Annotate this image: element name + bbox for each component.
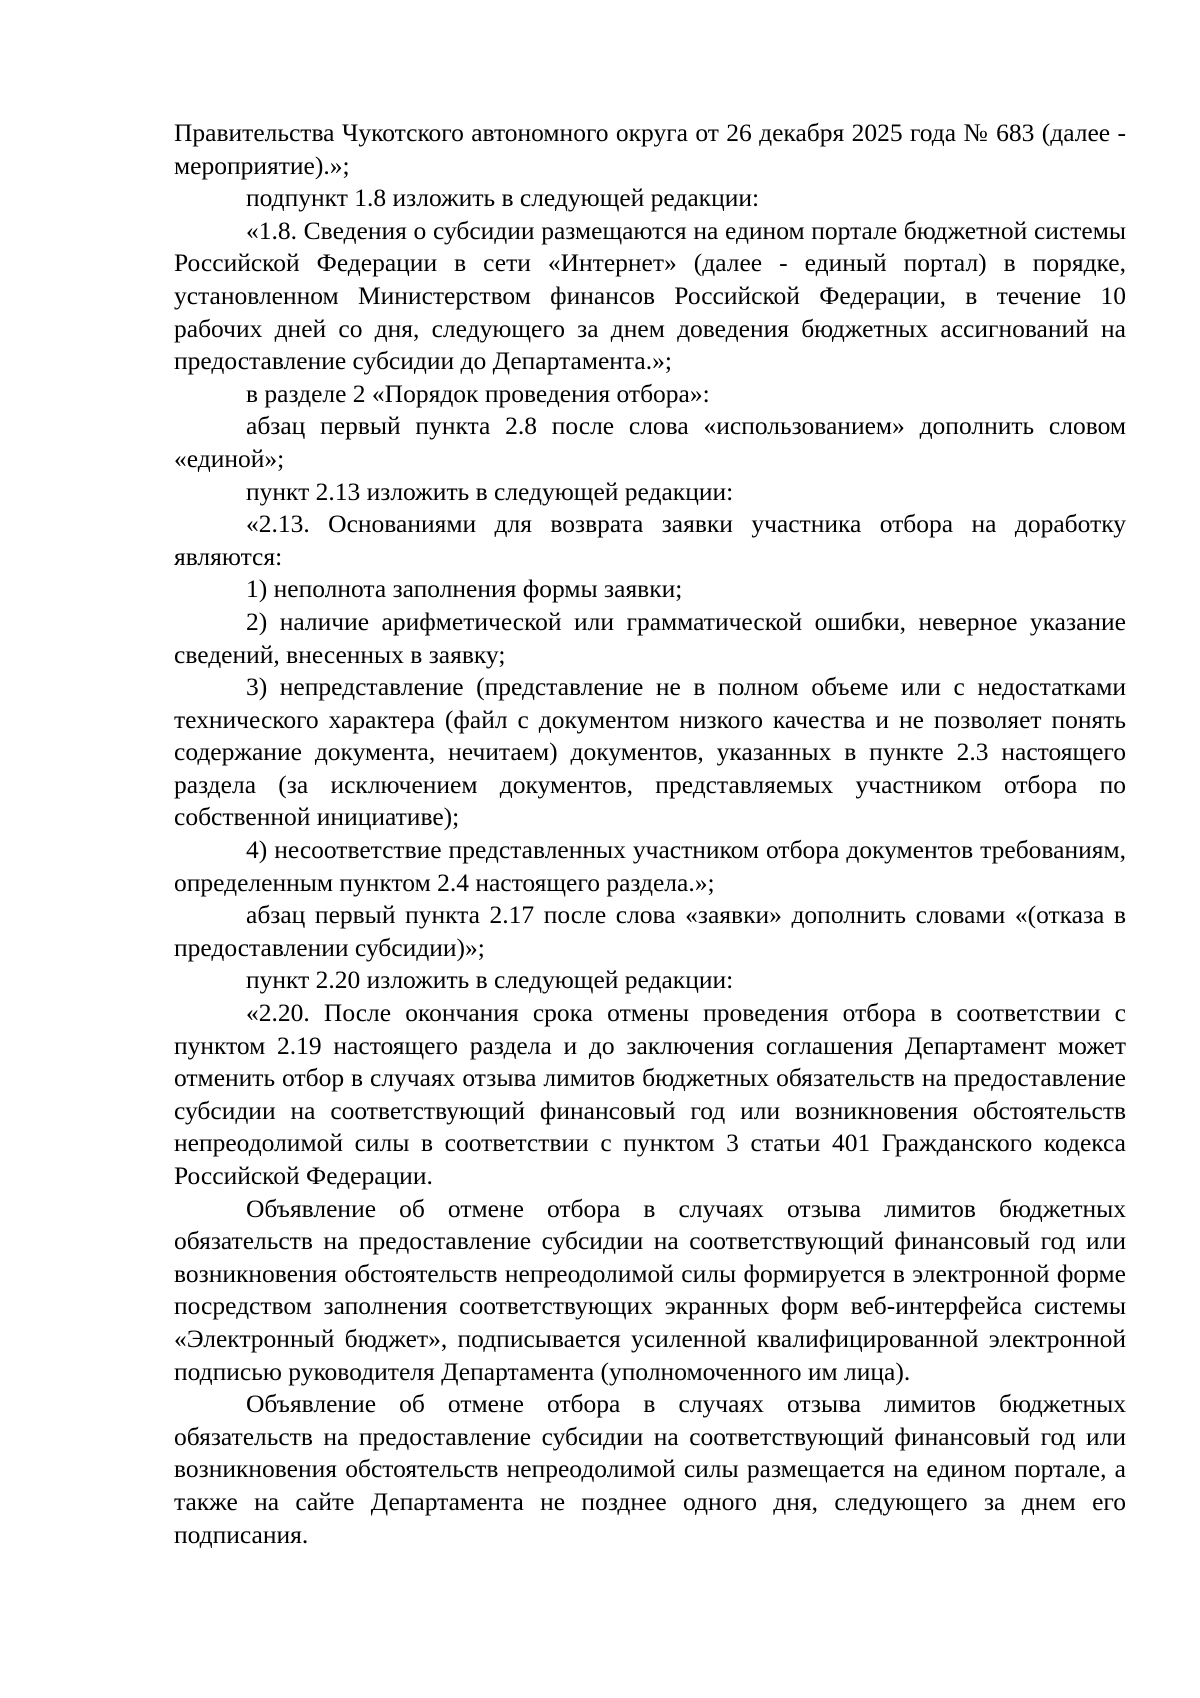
paragraph-3: «1.8. Сведения о субсидии размещаются на едином портале бюджетной системы Российской Федерации в сети «Интернет» (далее - единый портал) в порядке, установленном Министерством финансов Российской Федерации, в течение 10 рабочих дней со дня, следующего за днем доведения бюджетных ассигнований на предоставление субсидии до Департамента.»;	[174, 215, 1126, 376]
paragraph-8: 1) неполнота заполнения формы заявки;	[246, 574, 683, 604]
paragraph-14: «2.20. После окончания срока отмены проведения отбора в соответствии с пунктом 2.19 настоящего раздела и до заключения соглашения Департамент может отменить отбор в случаях отзыва лимитов бюджетных обязательств на предоставление субсидии на соответствующий финансовый год или возникновения обстоятельств непреодолимой силы в соответствии с пунктом 3 статьи 401 Гражданского кодекса Российской Федерации.	[174, 998, 1126, 1190]
paragraph-4: в разделе 2 «Порядок проведения отбора»:	[246, 378, 710, 408]
paragraph-9: 2) наличие арифметической или грамматической ошибки, неверное указание сведений, внесенных в заявку;	[174, 606, 1126, 669]
paragraph-6: пункт 2.13 изложить в следующей редакции:	[246, 476, 734, 506]
paragraph-5: абзац первый пункта 2.8 после слова «использованием» дополнить словом «единой»;	[174, 411, 1126, 473]
paragraph-11: 4) несоответствие представленных участником отбора документов требованиям, определенным пунктом 2.4 настоящего раздела.»;	[174, 835, 1126, 897]
paragraph-2: подпункт 1.8 изложить в следующей редакции:	[246, 183, 760, 213]
paragraph-15: Объявление об отмене отбора в случаях отзыва лимитов бюджетных обязательств на предоставление субсидии на соответствующий финансовый год или возникновения обстоятельств непреодолимой силы формируется в электронной форме посредством заполнения соответствующих экранных форм веб-интерфейса системы «Электронный бюджет», подписывается усиленной квалифицированной электронной подписью руководителя Департамента (уполномоченного им лица).	[174, 1193, 1126, 1386]
paragraph-12: абзац первый пункта 2.17 после слова «заявки» дополнить словами «(отказа в предоставлении субсидии)»;	[174, 900, 1126, 962]
document-page	[174, 117, 1126, 1551]
paragraph-10: 3) непредставление (представление не в полном объеме или с недостатками технического характера (файл с документом низкого качества и не позволяет понять содержание документа, нечитаем) документов, указанных в пункте 2.3 настоящего раздела (за исключением документов, представляемых участником отбора по собственной инициативе);	[174, 672, 1126, 832]
paragraph-7: «2.13. Основаниями для возврата заявки участника отбора на доработку являются:	[174, 509, 1126, 571]
paragraph-1: Правительства Чукотского автономного округа от 26 декабря 2025 года № 683 (далее - мероприятие).»;	[174, 118, 1126, 180]
paragraph-16: Объявление об отмене отбора в случаях отзыва лимитов бюджетных обязательств на предоставление субсидии на соответствующий финансовый год или возникновения обстоятельств непреодолимой силы размещается на едином портале, а также на сайте Департамента не позднее одного дня, следующего за днем его подписания.	[174, 1389, 1126, 1549]
paragraph-13: пункт 2.20 изложить в следующей редакции:	[246, 965, 734, 995]
